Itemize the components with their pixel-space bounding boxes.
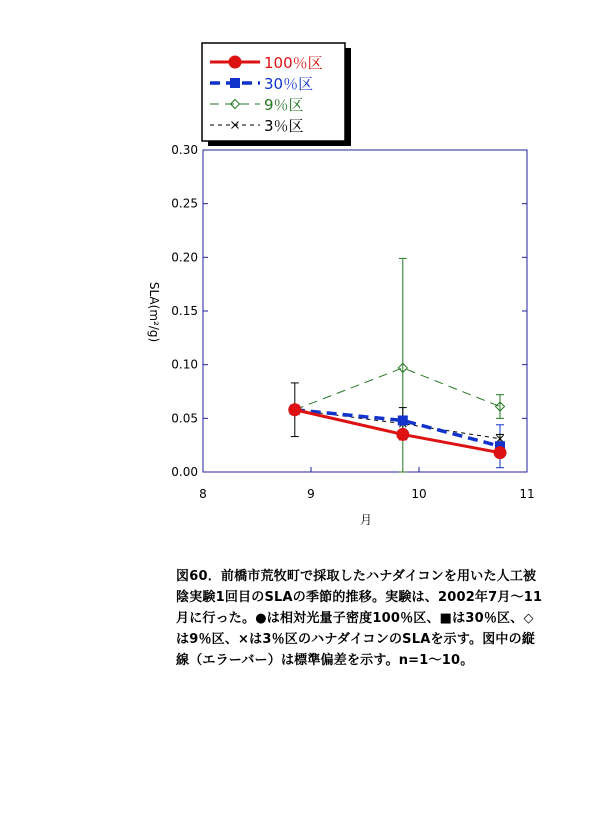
markers (288, 363, 506, 459)
x-tick-label: 11 (519, 487, 535, 501)
legend-marker (229, 56, 242, 69)
series-line (295, 410, 500, 446)
y-tick-label: 0.30 (171, 143, 198, 157)
legend-label: 30％区 (264, 75, 314, 93)
y-tick-label: 0.10 (171, 357, 198, 372)
y-tick-label: 0.15 (171, 304, 198, 318)
x-tick-label: 10 (411, 487, 427, 501)
data-point (398, 415, 408, 425)
y-tick-label: 0.25 (171, 196, 198, 211)
legend-marker (230, 78, 240, 88)
figure-caption: 図60．前橋市荒牧町で採取したハナダイコンを用いた人工被陰実験1回目のSLAの季節的推移。実験は、2002年7月～11月に行った。●は相対光量子密度100％区、■は30％区、◇は9％区、×は3％区のハナダイコンのSLAを示す。図中の縦線（エラーバー）は標準偏差を示す。n=1～10。 (176, 569, 543, 668)
data-point (288, 403, 301, 416)
y-axis-title: SLA(m²/g) (147, 281, 161, 343)
plot-frame (203, 150, 527, 472)
legend (202, 43, 351, 146)
error-bar (496, 395, 504, 419)
plot-area (203, 150, 527, 472)
x-axis-title: 月 (359, 513, 373, 527)
x-tick-label: 8 (199, 487, 207, 501)
data-point (494, 446, 507, 459)
axis-ticks (171, 143, 534, 501)
y-tick-label: 0.20 (171, 250, 198, 265)
series-line (295, 368, 500, 410)
series-lines (295, 368, 500, 453)
legend-label: 3％区 (264, 117, 304, 135)
data-point (396, 428, 409, 441)
legend-label: 9％区 (264, 96, 304, 114)
y-tick-label: 0.00 (171, 465, 198, 479)
legend-label: 100％区 (264, 54, 323, 72)
y-tick-label: 0.05 (171, 411, 198, 426)
x-tick-label: 9 (307, 487, 315, 501)
